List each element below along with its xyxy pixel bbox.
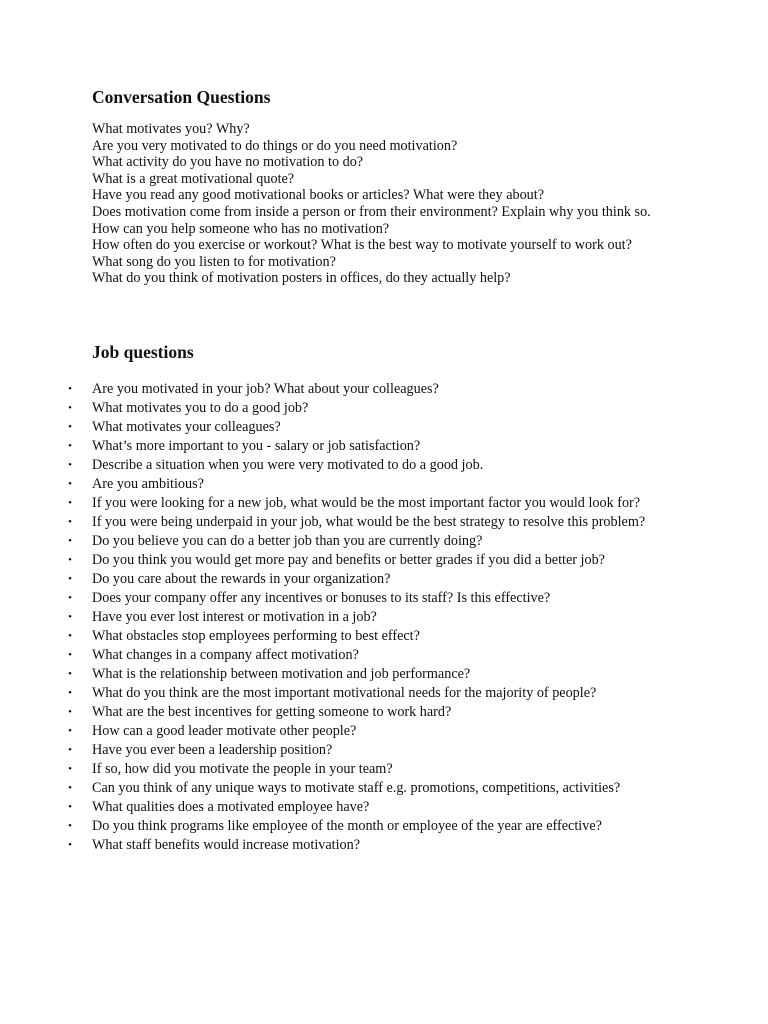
list-item-text: What changes in a company affect motivation? bbox=[92, 647, 359, 663]
bullet-icon: • bbox=[68, 744, 72, 756]
list-item-text: Do you believe you can do a better job than you are currently doing? bbox=[92, 533, 483, 549]
list-item bbox=[0, 722, 768, 741]
list-item bbox=[0, 513, 768, 532]
list-item-text: What’s more important to you - salary or job satisfaction? bbox=[92, 438, 421, 454]
list-item-text: Do you care about the rewards in your organization? bbox=[92, 571, 391, 587]
list-item bbox=[0, 703, 768, 722]
bullet-icon: • bbox=[68, 554, 72, 566]
bullet-icon: • bbox=[68, 839, 72, 851]
bullet-icon: • bbox=[68, 573, 72, 585]
list-item-text: What motivates you to do a good job? bbox=[92, 400, 309, 416]
list-item bbox=[0, 399, 768, 418]
list-item bbox=[0, 627, 768, 646]
list-item bbox=[0, 437, 768, 456]
list-item-text: What motivates your colleagues? bbox=[92, 419, 281, 435]
list-item bbox=[0, 475, 768, 494]
list-item bbox=[0, 665, 768, 684]
question-line: Does motivation come from inside a person or from their environment? Explain why you think so. bbox=[92, 203, 651, 220]
list-item bbox=[0, 741, 768, 760]
list-item bbox=[0, 532, 768, 551]
question-line: How often do you exercise or workout? What is the best way to motivate yourself to work out? bbox=[92, 237, 632, 254]
section-heading-job: Job questions bbox=[92, 342, 194, 362]
question-line: What do you think of motivation posters in offices, do they actually help? bbox=[92, 270, 511, 287]
question-line: How can you help someone who has no motivation? bbox=[92, 220, 390, 237]
bullet-icon: • bbox=[68, 516, 72, 528]
list-item bbox=[0, 456, 768, 475]
list-item bbox=[0, 589, 768, 608]
list-item-text: What staff benefits would increase motivation? bbox=[92, 837, 361, 853]
bullet-icon: • bbox=[68, 440, 72, 452]
list-item-text: If you were being underpaid in your job, what would be the best strategy to resolve this problem? bbox=[92, 514, 646, 530]
bullet-icon: • bbox=[68, 592, 72, 604]
question-line: What is a great motivational quote? bbox=[92, 170, 295, 187]
section-heading-conversation: Conversation Questions bbox=[92, 87, 271, 107]
bullet-icon: • bbox=[68, 820, 72, 832]
bullet-icon: • bbox=[68, 649, 72, 661]
list-item-text: If you were looking for a new job, what would be the most important factor you would look for? bbox=[92, 495, 641, 511]
list-item-text: Have you ever lost interest or motivation in a job? bbox=[92, 609, 377, 625]
list-item-text: How can a good leader motivate other people? bbox=[92, 723, 357, 739]
bullet-icon: • bbox=[68, 630, 72, 642]
list-item-text: What qualities does a motivated employee have? bbox=[92, 799, 370, 815]
conversation-questions-list bbox=[92, 121, 672, 287]
job-questions-list bbox=[0, 380, 768, 855]
question-line: Have you read any good motivational books or articles? What were they about? bbox=[92, 187, 545, 204]
list-item-text: Can you think of any unique ways to motivate staff e.g. promotions, competitions, activities? bbox=[92, 780, 621, 796]
question-line: Are you very motivated to do things or do you need motivation? bbox=[92, 137, 458, 154]
bullet-icon: • bbox=[68, 611, 72, 623]
question-line: What song do you listen to for motivation? bbox=[92, 253, 336, 270]
bullet-icon: • bbox=[68, 497, 72, 509]
bullet-icon: • bbox=[68, 535, 72, 547]
bullet-icon: • bbox=[68, 801, 72, 813]
list-item-text: Do you think you would get more pay and benefits or better grades if you did a better job? bbox=[92, 552, 605, 568]
question-line: What activity do you have no motivation to do? bbox=[92, 154, 364, 171]
list-item-text: Have you ever been a leadership position? bbox=[92, 742, 333, 758]
bullet-icon: • bbox=[68, 421, 72, 433]
bullet-icon: • bbox=[68, 706, 72, 718]
list-item bbox=[0, 760, 768, 779]
list-item bbox=[0, 570, 768, 589]
bullet-icon: • bbox=[68, 459, 72, 471]
list-item bbox=[0, 551, 768, 570]
list-item-text: Are you ambitious? bbox=[92, 476, 204, 492]
bullet-icon: • bbox=[68, 478, 72, 490]
list-item-text: If so, how did you motivate the people in your team? bbox=[92, 761, 393, 777]
list-item-text: What do you think are the most important motivational needs for the majority of people? bbox=[92, 685, 597, 701]
list-item-text: Are you motivated in your job? What about your colleagues? bbox=[92, 381, 439, 397]
bullet-icon: • bbox=[68, 668, 72, 680]
list-item-text: What is the relationship between motivation and job performance? bbox=[92, 666, 471, 682]
bullet-icon: • bbox=[68, 763, 72, 775]
bullet-icon: • bbox=[68, 725, 72, 737]
list-item-text: What obstacles stop employees performing to best effect? bbox=[92, 628, 420, 644]
list-item bbox=[0, 684, 768, 703]
list-item-text: Does your company offer any incentives or bonuses to its staff? Is this effective? bbox=[92, 590, 551, 606]
list-item bbox=[0, 494, 768, 513]
list-item-text: Do you think programs like employee of the month or employee of the year are effective? bbox=[92, 818, 602, 834]
list-item bbox=[0, 380, 768, 399]
list-item bbox=[0, 646, 768, 665]
list-item bbox=[0, 798, 768, 817]
bullet-icon: • bbox=[68, 383, 72, 395]
bullet-icon: • bbox=[68, 782, 72, 794]
question-line: What motivates you? Why? bbox=[92, 121, 250, 137]
list-item bbox=[0, 418, 768, 437]
list-item-text: What are the best incentives for getting someone to work hard? bbox=[92, 704, 452, 720]
bullet-icon: • bbox=[68, 402, 72, 414]
list-item bbox=[0, 817, 768, 836]
list-item-text: Describe a situation when you were very motivated to do a good job. bbox=[92, 457, 484, 473]
list-item bbox=[0, 608, 768, 627]
list-item bbox=[0, 836, 768, 855]
bullet-icon: • bbox=[68, 687, 72, 699]
list-item bbox=[0, 779, 768, 798]
